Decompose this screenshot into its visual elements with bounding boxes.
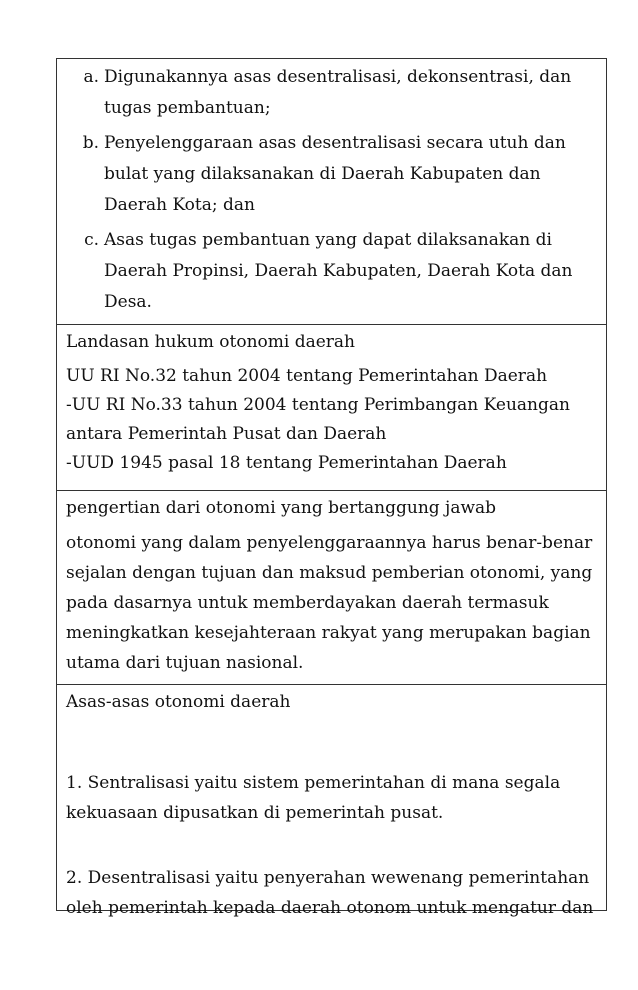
text-line: Asas tugas pembantuan yang dapat dilaksanakan di (104, 230, 552, 250)
text-line: antara Pemerintah Pusat dan Daerah (66, 424, 387, 444)
section-heading: Asas-asas otonomi daerah (66, 692, 291, 712)
table-cell-asas-list (57, 59, 606, 324)
text-line: Daerah Propinsi, Daerah Kabupaten, Daerah Kota dan (104, 261, 573, 281)
text-line: oleh pemerintah kepada daerah otonom untuk mengatur dan (66, 898, 594, 918)
section-body (66, 362, 597, 478)
table-cell-asas-otonomi (57, 684, 606, 918)
text-line: UU RI No.32 tahun 2004 tentang Pemerintahan Daerah (66, 366, 548, 386)
text-line: Digunakannya asas desentralisasi, dekonsentrasi, dan (104, 67, 572, 87)
section-body (66, 528, 597, 678)
table-cell-landasan (57, 324, 606, 490)
text-line: pada dasarnya untuk memberdayakan daerah termasuk (66, 593, 549, 613)
spacer (66, 828, 597, 863)
section-heading: pengertian dari otonomi yang bertanggung jawab (66, 498, 497, 518)
text-line: Daerah Kota; dan (104, 195, 255, 215)
list-item-text (104, 225, 597, 318)
text-line: meningkatkan kesejahteraan rakyat yang merupakan bagian (66, 623, 591, 643)
list-marker: b. (82, 133, 99, 153)
spacer (66, 722, 597, 768)
text-line: sejalan dengan tujuan dan maksud pemberian otonomi, yang (66, 563, 593, 583)
text-line: -UU RI No.33 tahun 2004 tentang Perimbangan Keuangan (66, 395, 570, 415)
text-line: otonomi yang dalam penyelenggaraannya harus benar-benar (66, 533, 593, 553)
list-item-c (66, 225, 597, 318)
text-line: utama dari tujuan nasional. (66, 653, 304, 673)
list-marker: c. (84, 230, 99, 250)
text-line: bulat yang dilaksanakan di Daerah Kabupaten dan (104, 164, 541, 184)
section-heading: Landasan hukum otonomi daerah (66, 332, 356, 352)
list-item-a (66, 62, 597, 124)
asas-item-2 (66, 863, 597, 923)
document-table (56, 58, 607, 918)
text-line: 2. Desentralisasi yaitu penyerahan wewenang pemerintahan (66, 868, 590, 888)
list-item-text (104, 128, 597, 221)
text-line: Desa. (104, 292, 152, 312)
text-line: kekuasaan dipusatkan di pemerintah pusat. (66, 803, 444, 823)
text-line: -UUD 1945 pasal 18 tentang Pemerintahan Daerah (66, 453, 507, 473)
list-item-b (66, 128, 597, 221)
list-marker: a. (83, 67, 99, 87)
text-line: 1. Sentralisasi yaitu sistem pemerintahan di mana segala (66, 773, 561, 793)
table-cell-pengertian (57, 490, 606, 684)
list-item-text (104, 62, 597, 124)
text-line: tugas pembantuan; (104, 98, 271, 118)
asas-item-1 (66, 768, 597, 828)
text-line: Penyelenggaraan asas desentralisasi secara utuh dan (104, 133, 566, 153)
